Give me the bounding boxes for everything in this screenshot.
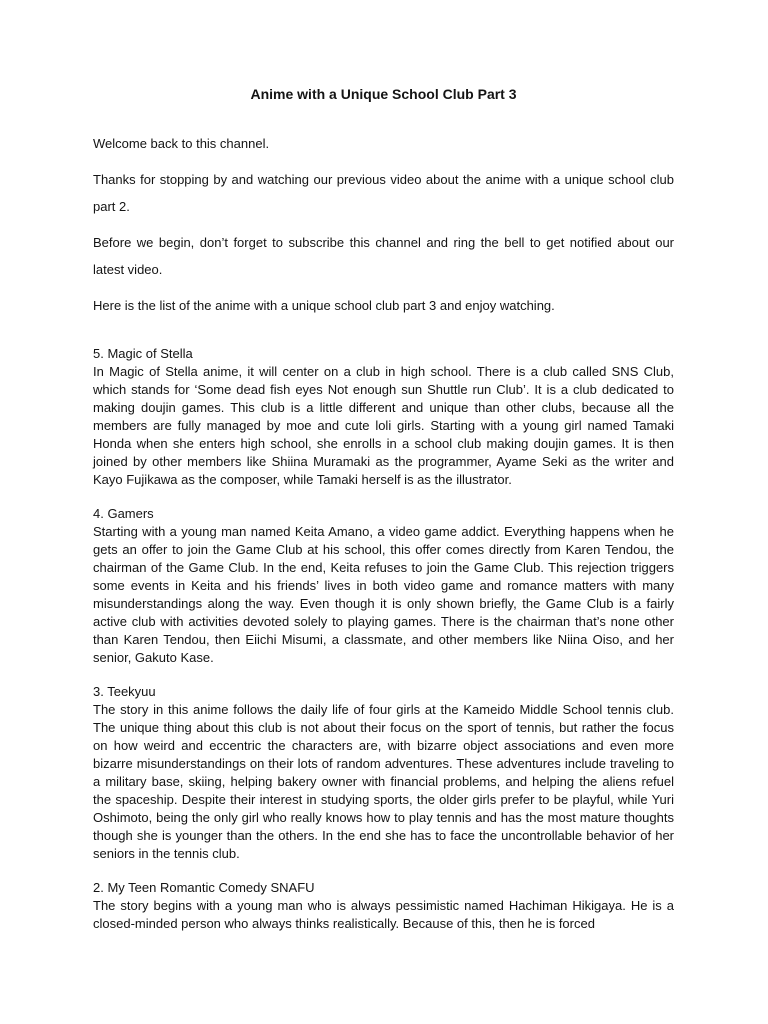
document-title: Anime with a Unique School Club Part 3: [250, 86, 517, 102]
section-magic-of-stella: [93, 345, 674, 489]
section-heading: 3. Teekyuu: [93, 684, 156, 699]
section-heading: 5. Magic of Stella: [93, 346, 193, 361]
intro-paragraph: Welcome back to this channel.: [93, 136, 270, 151]
section-teekyuu: [93, 683, 674, 863]
section-body: Starting with a young man named Keita Amano, a video game addict. Everything happens when he gets an offer to join the Game Club at his school, this offer comes directly from Karen Tendou, the chairman of the Game Club. In the end, Keita refuses to join the Game Club. This rejection triggers some events in Keita and his friends’ lives in both video game and romance matters with many misunderstandings along the way. Even though it is only shown briefly, the Game Club is a fairly active club with activities devoted solely to playing games. There is the chairman that’s none other than Karen Tendou, then Eiichi Misumi, a classmate, and other members like Niina Oiso, and her senior, Gakuto Kase.: [93, 524, 674, 665]
section-heading: 2. My Teen Romantic Comedy SNAFU: [93, 880, 315, 895]
document-page: [93, 85, 674, 933]
section-heading: 4. Gamers: [93, 506, 154, 521]
section-body: The story begins with a young man who is always pessimistic named Hachiman Hikigaya. He is a closed-minded person who always thinks realistically. Because of this, then he is forced: [93, 898, 674, 931]
intro-paragraph: Here is the list of the anime with a unique school club part 3 and enjoy watching.: [93, 298, 555, 313]
section-body: The story in this anime follows the daily life of four girls at the Kameido Middle School tennis club. The unique thing about this club is not about their focus on the sport of tennis, but rather the focus on how weird and eccentric the characters are, with bizarre object associations and even more bizarre misunderstandings on their lots of random adventures. These adventures include traveling to a military base, skiing, helping bakery owner with financial problems, and helping the aliens refuel the spaceship. Despite their interest in studying sports, the older girls prefer to be playful, while Yuri Oshimoto, being the only girl who really knows how to play tennis and has the most mature thoughts though she is younger than the others. In the end she has to face the uncontrollable behavior of her seniors in the tennis club.: [93, 702, 674, 861]
section-body: In Magic of Stella anime, it will center on a club in high school. There is a club called SNS Club, which stands for ‘Some dead fish eyes Not enough sun Shuttle run Club’. It is a club dedicated to making doujin games. This club is a little different and unique than other clubs, because all the members are fully managed by moe and cute loli girls. Starting with a young girl named Tamaki Honda when she enters high school, she enrolls in a school club making doujin games. It is then joined by other members like Shiina Muramaki as the programmer, Ayame Seki as the writer and Kayo Fujikawa as the composer, while Tamaki herself is as the illustrator.: [93, 364, 674, 487]
intro-paragraph: Thanks for stopping by and watching our previous video about the anime with a unique school club part 2.: [93, 172, 674, 214]
section-snafu: [93, 879, 674, 933]
intro: [93, 130, 674, 319]
section-gamers: [93, 505, 674, 667]
intro-paragraph: Before we begin, don’t forget to subscribe this channel and ring the bell to get notified about our latest video.: [93, 235, 674, 277]
